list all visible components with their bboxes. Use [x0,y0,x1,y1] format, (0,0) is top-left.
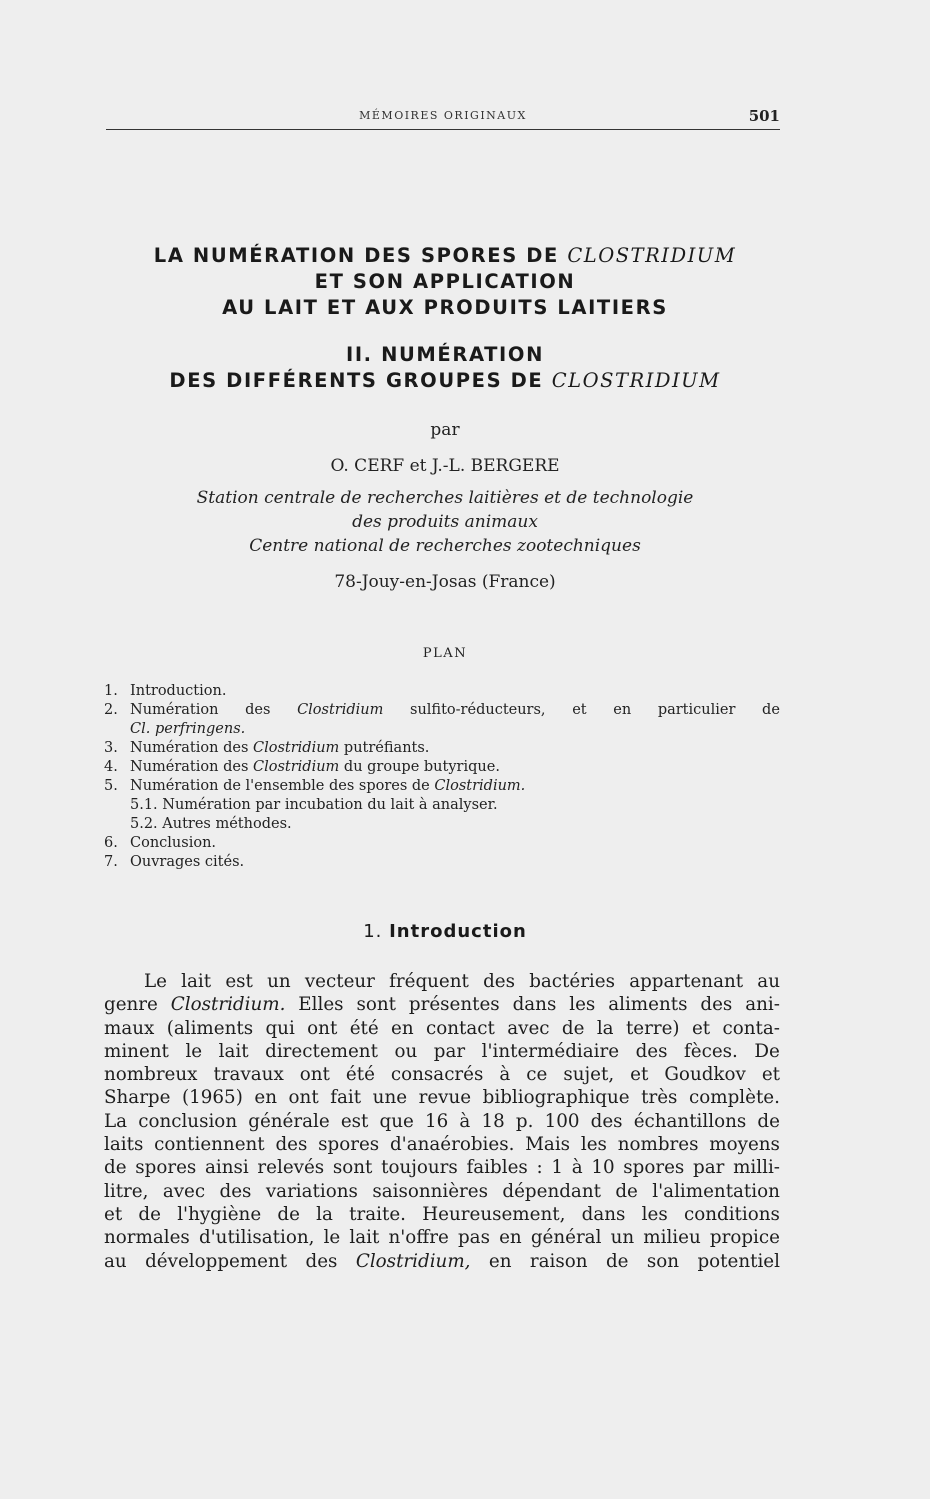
body-line: Sharpe (1965) en ont fait une revue bibliographique très complète. [104,1087,780,1109]
toc-item-number: 6. [104,835,118,851]
title-line-1 [100,243,790,269]
running-head [106,107,780,130]
body-line: normales d'utilisation, le lait n'offre pas en général un milieu propice [104,1227,780,1249]
toc-word: des [245,702,271,718]
toc-word: et [572,702,587,718]
toc-item-number: 7. [104,854,118,870]
subtitle-line-1: II. NUMÉRATION [345,343,545,366]
subtitle-line-2-text: DES DIFFÉRENTS GROUPES DE [169,369,544,392]
toc-item [104,682,784,701]
table-of-contents [104,682,784,872]
section-number: 1. [363,921,383,942]
toc-item-number: 2. [104,702,118,718]
toc-word: Clostridium [297,702,384,718]
body-line: La conclusion générale est que 16 à 18 p. 100 des échantillons de [104,1110,780,1132]
toc-subitem-text: 5.2. Autres méthodes. [130,816,292,832]
body-line: au développement des Clostridium, en raison de son potentiel [104,1250,780,1272]
toc-item [104,739,784,758]
affiliation-line-3: Centre national de recherches zootechniques [249,536,641,556]
toc-item-number: 4. [104,759,118,775]
toc-item [104,834,784,853]
toc-subitem-text: 5.1. Numération par incubation du lait à analyser. [130,797,498,813]
body-line: minent le lait directement ou par l'intermédiaire des fèces. De [104,1040,780,1062]
affiliation-line-2: des produits animaux [352,512,538,532]
affiliation-line-1: Station centrale de recherches laitières et de technologie [196,488,694,508]
section-title: Introduction [389,921,527,942]
title-line-1-text: LA NUMÉRATION DES SPORES DE [153,244,559,267]
body-line: laits contiennent des spores d'anaérobies. Mais les nombres moyens [104,1134,780,1156]
body-line: de spores ainsi relevés sont toujours faibles : 1 à 10 spores par milli- [104,1157,780,1179]
body-line: et de l'hygiène de la traite. Heureusement, dans les conditions [104,1203,780,1225]
body-paragraph [104,970,780,1273]
subtitle-line-2 [100,368,790,394]
toc-item-text: Conclusion. [130,835,217,851]
title-line-3: AU LAIT ET AUX PRODUITS LAITIERS [222,296,668,319]
title-line-2: ET SON APPLICATION [314,270,576,293]
body-line: litre, avec des variations saisonnières dépendant de l'alimentation [104,1180,780,1202]
toc-item-number: 3. [104,740,118,756]
toc-item-text [130,701,780,720]
toc-item [104,853,784,872]
toc-item-text: Ouvrages cités. [130,854,245,870]
body-line: maux (aliments qui ont été en contact avec de la terre) et conta- [104,1017,780,1039]
article-subtitle [100,342,790,394]
toc-word: particulier [657,702,736,718]
toc-word: en [613,702,632,718]
authors: O. CERF et J.-L. BERGERE [330,456,560,476]
body-line: nombreux travaux ont été consacrés à ce sujet, et Goudkov et [104,1064,780,1086]
article-title [100,243,790,321]
toc-item [104,758,784,777]
toc-item [104,815,784,834]
toc-item-text: Introduction. [130,683,227,699]
body-line: Le lait est un vecteur fréquent des bactéries appartenant au [144,971,780,992]
toc-item-number: 5. [104,778,118,794]
title-genus: CLOSTRIDIUM [567,244,737,267]
plan-heading: PLAN [422,646,468,661]
toc-item-text: Numération de l'ensemble des spores de Clostridium. [130,778,526,794]
subtitle-genus: CLOSTRIDIUM [551,369,721,392]
toc-item-number: 1. [104,683,118,699]
byline-par: par [430,420,460,440]
affiliation-location: 78-Jouy-en-Josas (France) [334,572,556,592]
toc-word: sulfito-réducteurs, [410,702,546,718]
toc-word: Numération [130,702,219,718]
toc-item [104,777,784,796]
toc-word: de [762,702,780,718]
toc-item-text: Numération des Clostridium putréfiants. [130,740,430,756]
running-head-title: MÉMOIRES ORIGINAUX [359,109,527,122]
toc-item [104,701,784,720]
toc-item-text: Numération des Clostridium du groupe butyrique. [130,759,500,775]
toc-item [104,796,784,815]
section-heading [100,921,790,942]
body-line: genre Clostridium. Elles sont présentes dans les aliments des ani- [104,994,780,1016]
toc-item-continuation: Cl. perfringens. [130,721,246,737]
page-number: 501 [748,107,780,125]
